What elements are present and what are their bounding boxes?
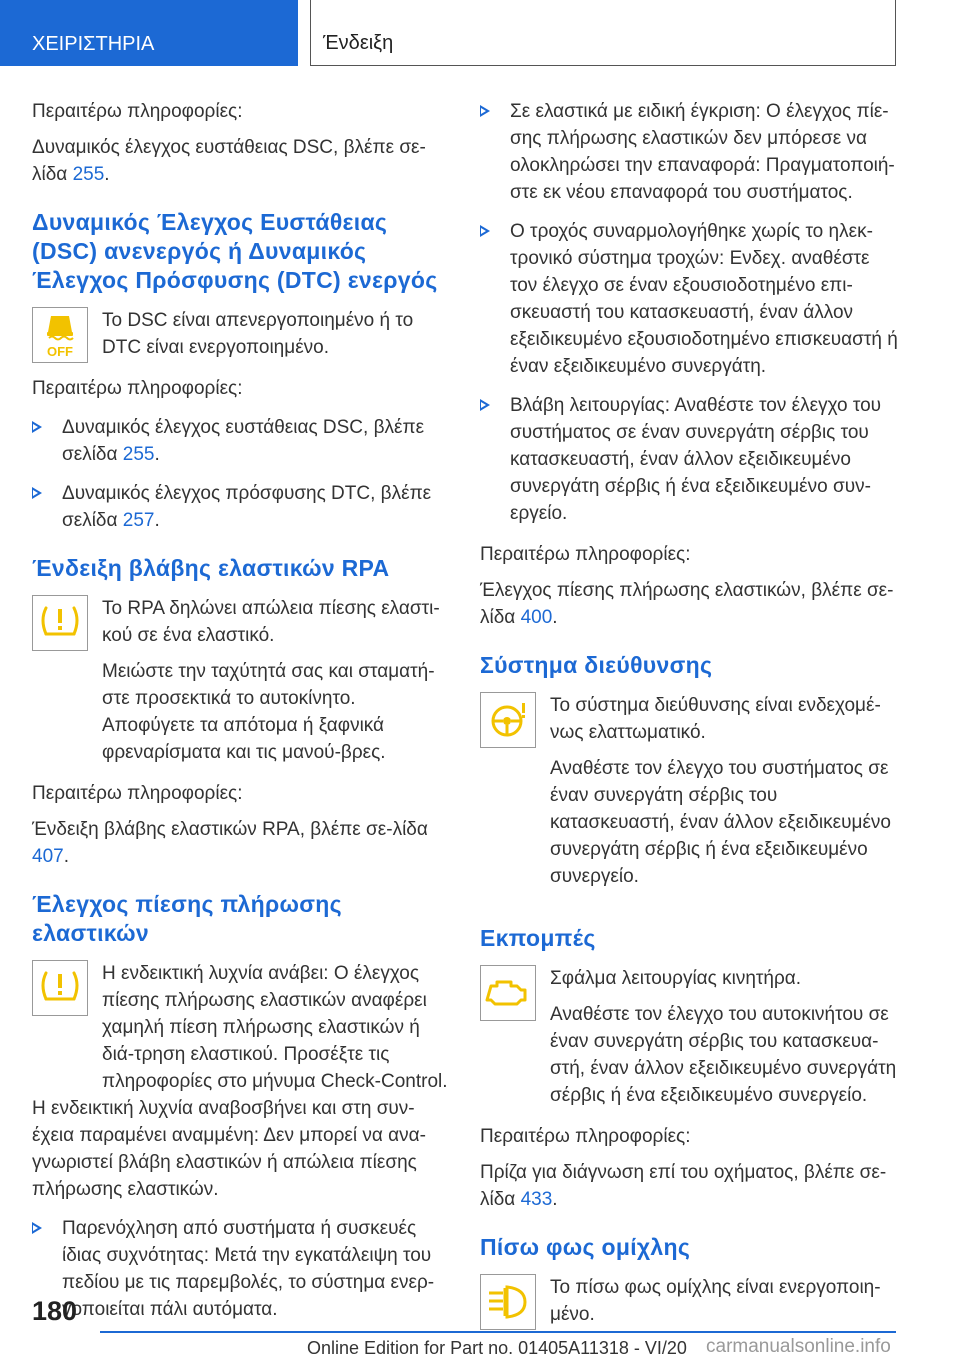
edition-text: Online Edition for Part no. 01405A11318 - VI/20 [307,1338,687,1358]
section-tab[interactable]: ΧΕΙΡΙΣΤΗΡΙΑ [0,0,298,66]
list-item: Βλάβη λειτουργίας: Αναθέστε τον έλεγχο του συστήματος σε έναν συνεργάτη σέρβις του κατασκευαστή, έναν άλλον εξειδικευμένο συνεργάτη σέρβις ή ένα εξειδικευμένο συν-εργείο. [480,392,900,527]
tpm-reference: Έλεγχος πίεσης πλήρωσης ελαστικών, βλέπε σε-λίδα 400. [480,580,894,628]
rpa-text: Μειώστε την ταχύτητά σας και σταματή-στε προσεκτικά το αυτοκίνητο. Αποφύγετε τα απότομα ή ξαφνικά φρεναρίσματα και τις μανού-βρες. [102,661,435,763]
dsc-off-icon [32,307,88,363]
emissions-heading: Εκπομπές [480,925,596,951]
page-number: 180 [32,1296,78,1326]
steering-heading: Σύστημα διεύθυνσης [480,652,713,678]
dsc-block [32,307,452,361]
rpa-reference: Ένδειξη βλάβης ελαστικών RPA, βλέπε σε-λίδα 407. [32,819,428,867]
steering-text: Το σύστημα διεύθυνσης είναι ενδεχομέ-νως ελαττωματικό. [550,695,881,743]
more-info-label: Περαιτέρω πληροφορίες: [32,101,243,122]
tpm-heading: Έλεγχος πίεσης πλήρωσης ελαστικών [32,891,342,946]
page-link[interactable]: 255 [72,164,105,185]
footer-divider [100,1331,896,1333]
right-column [480,98,900,1328]
dsc-text: Το DSC είναι απενεργοποιημένο ή το DTC είναι ενεργοποιημένο. [102,310,414,358]
page-link[interactable]: 407 [32,846,64,867]
rpa-block [32,595,452,766]
check-engine-icon [480,965,536,1021]
list-item: Ο τροχός συναρμολογήθηκε χωρίς το ηλεκ-τρονικό σύστημα τροχών: Ενδεχ. αναθέστε τον έλεγχο σε έναν εξουσιοδοτημένο επι-σκευαστή του κατασκευαστή, έναν άλλον εξειδικευμένο εξουσιοδοτημένο επισκευαστή ή έναν εξειδικευμένο συνεργάτη. [480,218,900,380]
emissions-block [480,965,900,1109]
rpa-text: Το RPA δηλώνει απώλεια πίεσης ελαστι-κού σε ένα ελαστικό. [102,598,440,646]
fog-block [480,1274,900,1328]
more-info-label: Περαιτέρω πληροφορίες: [480,1126,691,1147]
bullet-triangle-icon [480,105,490,117]
page-header [0,0,960,66]
steering-block [480,692,900,890]
bullet-triangle-icon [480,225,490,237]
rpa-heading: Ένδειξη βλάβης ελαστικών RPA [32,555,390,581]
chapter-title: Ένδειξη [310,0,896,66]
more-info-label: Περαιτέρω πληροφορίες: [480,544,691,565]
diagnosis-reference: Πρίζα για διάγνωση επί του οχήματος, βλέπε σε-λίδα 433. [480,1162,887,1210]
tpm-text: Η ενδεικτική λυχνία αναβοσβήνει και στη συν-έχεια παραμένει αναμμένη: Δεν μπορεί να ανα-γνωριστεί βλάβη ελαστικών ή απώλεια πίεσης πλήρωσης ελαστικών. [32,1098,426,1200]
tpm-text: Η ενδεικτική λυχνία ανάβει: Ο έλεγχος πίεσης πλήρωσης ελαστικών αναφέρει χαμηλή πίεση πλήρωσης ελαστικών ή διά-τρηση ελαστικού. Προσέξτε τις πληροφορίες στο μήνυμα Check-Control. [102,963,448,1092]
emissions-text: Σφάλμα λειτουργίας κινητήρα. [550,968,802,989]
page-link[interactable]: 257 [122,510,155,531]
bullet-triangle-icon [32,421,42,433]
bullet-triangle-icon [32,1222,42,1234]
bullet-triangle-icon [480,399,490,411]
fog-text: Το πίσω φως ομίχλης είναι ενεργοποιη-μένο. [550,1277,881,1325]
more-info-label: Περαιτέρω πληροφορίες: [32,378,243,399]
list-item: Δυναμικός έλεγχος πρόσφυσης DTC, βλέπε σελίδα 257. [32,480,452,534]
svg-text:OFF: OFF [47,344,73,359]
tire-pressure-icon [32,960,88,1016]
steering-text: Αναθέστε τον έλεγχο του συστήματος σε έναν συνεργάτη σέρβις του κατασκευαστή, έναν άλλον εξειδικευμένο συνεργάτη σέρβις ή ένα εξειδικευμένο συνεργείο. [550,758,891,887]
left-column [32,98,452,1323]
bullet-triangle-icon [32,487,42,499]
page-link[interactable]: 433 [520,1189,553,1210]
rear-fog-light-icon [480,1274,536,1330]
dsc-heading: Δυναμικός Έλεγχος Ευστάθειας (DSC) ανενεργός ή Δυναμικός Έλεγχος Πρόσφυσης (DTC) ενεργός [32,209,438,293]
tpm-block [32,960,452,1095]
steering-warning-icon [480,692,536,748]
more-info-label: Περαιτέρω πληροφορίες: [32,783,243,804]
list-item: Παρενόχληση από συστήματα ή συσκευές ίδιας συχνότητας: Μετά την εγκατάλειψη του πεδίου με τις παρεμβολές, το σύστημα ενερ-γοποιείται πάλι αυτόματα. [32,1215,452,1323]
page-link[interactable]: 400 [520,607,553,628]
page-link[interactable]: 255 [122,444,155,465]
emissions-text: Αναθέστε τον έλεγχο του αυτοκινήτου σε έναν συνεργάτη σέρβις του κατασκευα-στή, έναν άλλον εξειδικευμένο συνεργάτη σέρβις ή ένα εξειδικευμένο συνεργείο. [550,1004,897,1106]
tire-warning-icon [32,595,88,651]
list-item: Δυναμικός έλεγχος ευστάθειας DSC, βλέπε σελίδα 255. [32,414,452,468]
fog-heading: Πίσω φως ομίχλης [480,1234,691,1260]
dsc-reference: Δυναμικός έλεγχος ευστάθειας DSC, βλέπε σε-λίδα 255. [32,137,426,185]
watermark: carmanualsonline.info [706,1336,891,1357]
list-item: Σε ελαστικά με ειδική έγκριση: Ο έλεγχος πίε-σης πλήρωσης ελαστικών δεν μπόρεσε να ολοκληρώσει την επαναφορά: Πραγματοποιή-στε εκ νέου επαναφορά του συστήματος. [480,98,900,206]
